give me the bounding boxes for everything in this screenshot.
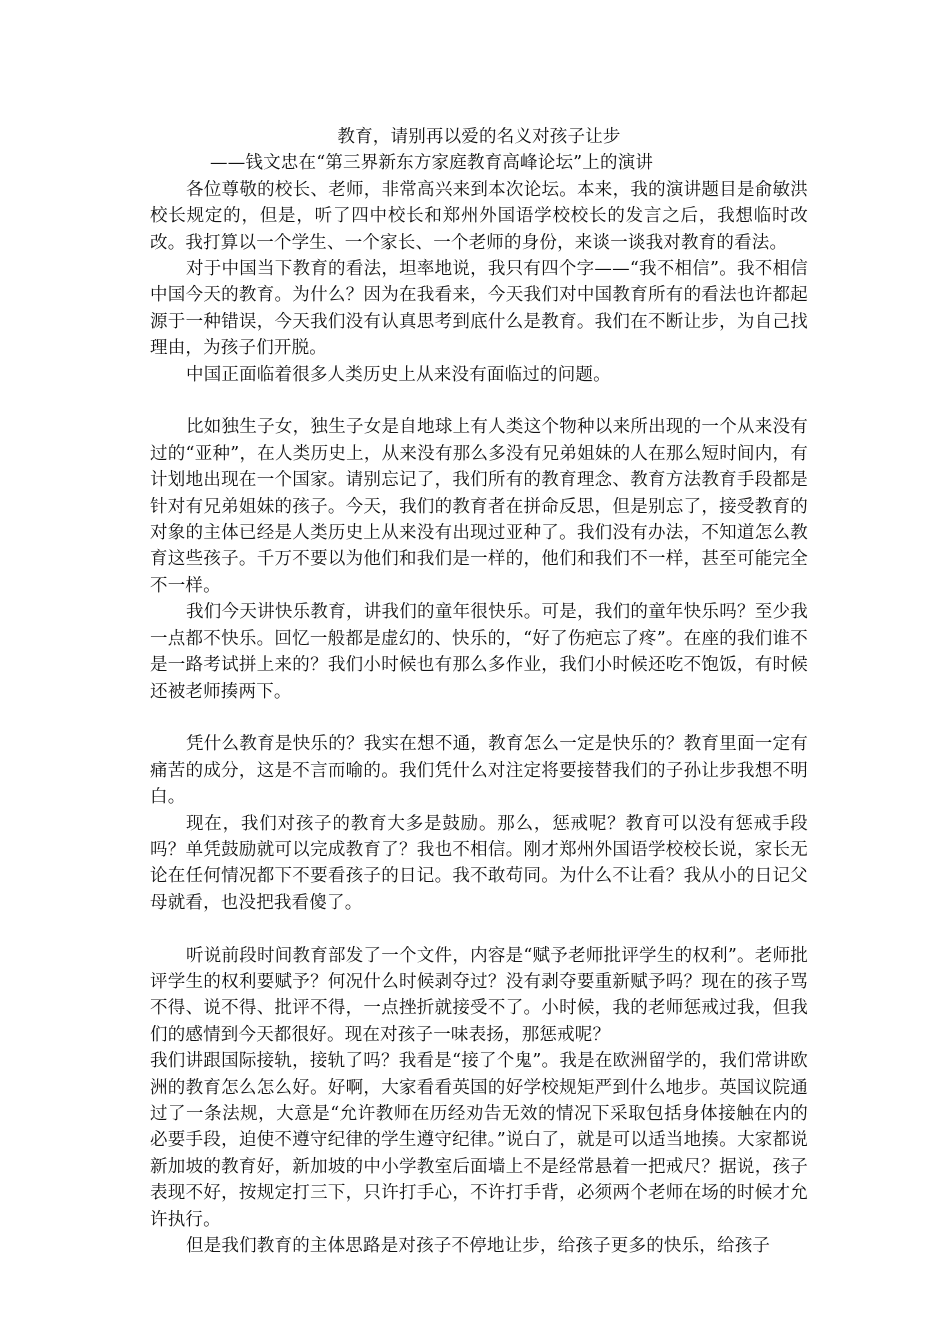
paragraph-why-happy: 凭什么教育是快乐的？我实在想不通，教育怎么一定是快乐的？教育里面一定有痛苦的成分，这是不言而喻的。我们凭什么对注定将要接替我们的子孙让步我想不明白。: [150, 734, 808, 808]
paragraph-main-idea: 但是我们教育的主体思路是对孩子不停地让步，给孩子更多的快乐，给孩子: [186, 1236, 771, 1257]
paragraph-only-children: 比如独生子女，独生子女是自地球上有人类这个物种以来所出现的一个从来没有过的“亚种”，在人类历史上，从来没有那么多没有兄弟姐妹的人在那么短时间内，有计划地出现在一个国家。请别忘记了，我们所有的教育理念、教育方法教育手段都是针对有兄弟姐妹的孩子。今天，我们的教育者在拼命反思，但是别忘了，接受教育的对象的主体已经是人类历史上从来没有出现过亚种了。我们没有办法，不知道怎么教育这些孩子。千万不要以为他们和我们是一样的，他们和我们不一样，甚至可能完全不一样。: [150, 417, 808, 596]
paragraph-greeting: 各位尊敬的校长、老师，非常高兴来到本次论坛。本来，我的演讲题目是俞敏洪校长规定的，但是，听了四中校长和郑州外国语学校校长的发言之后，我想临时改改。我打算以一个学生、一个家长、一个老师的身份，来谈一谈我对教育的看法。: [150, 179, 808, 253]
paragraph-happy-childhood: 我们今天讲快乐教育，讲我们的童年很快乐。可是，我们的童年快乐吗？至少我一点都不快乐。回忆一般都是虚幻的、快乐的，“好了伤疤忘了疼”。在座的我们谁不是一路考试拼上来的？我们小时候也有那么多作业，我们小时候还吃不饱饭，有时候还被老师揍两下。: [150, 602, 808, 702]
document-body: [150, 124, 808, 1259]
paragraph-disbelief: 对于中国当下教育的看法，坦率地说，我只有四个字——“我不相信”。我不相信中国今天的教育。为什么？因为在我看来，今天我们对中国教育所有的看法也许都起源于一种错误，今天我们没有认真思考到底什么是教育。我们在不断让步，为自己找理由，为孩子们开脱。: [150, 259, 808, 359]
paragraph-gap: [150, 705, 808, 731]
document-title: 教育，请别再以爱的名义对孩子让步: [337, 127, 621, 147]
paragraph-ministry-document: 听说前段时间教育部发了一个文件，内容是“赋予老师批评学生的权利”。老师批评学生的权利要赋予？何况什么时候剥夺过？没有剥夺要重新赋予吗？现在的孩子骂不得、说不得、批评不得，一点挫折就接受不了。小时候，我的老师惩戒过我，但我们的感情到今天都很好。现在对孩子一味表扬，那惩戒呢？: [150, 945, 808, 1045]
paragraph-gap: [150, 388, 808, 414]
paragraph-new-problems: 中国正面临着很多人类历史上从来没有面临过的问题。: [186, 364, 611, 385]
paragraph-international: 我们讲跟国际接轨，接轨了吗？我看是“接了个鬼”。我是在欧洲留学的，我们常讲欧洲的教育怎么怎么好。好啊，大家看看英国的好学校规矩严到什么地步。英国议院通过了一条法规，大意是“允许教师在历经劝告无效的情况下采取包括身体接触在内的必要手段，迫使不遵守纪律的学生遵守纪律。”说白了，就是可以适当地揍。大家都说新加坡的教育好，新加坡的中小学教室后面墙上不是经常悬着一把戒尺？据说，孩子表现不好，按规定打三下，只许打手心，不许打手背，必须两个老师在场的时候才允许执行。: [150, 1051, 808, 1230]
document-subtitle: ——钱文忠在“第三界新东方家庭教育高峰论坛”上的演讲: [210, 153, 654, 174]
paragraph-encouragement: 现在，我们对孩子的教育大多是鼓励。那么，惩戒呢？教育可以没有惩戒手段吗？单凭鼓励就可以完成教育了？我也不相信。刚才郑州外国语学校校长说，家长无论在任何情况都下不要看孩子的日记。我不敢苟同。为什么不让看？我从小的日记父母就看，也没把我看傻了。: [150, 813, 808, 913]
paragraph-gap: [150, 916, 808, 942]
